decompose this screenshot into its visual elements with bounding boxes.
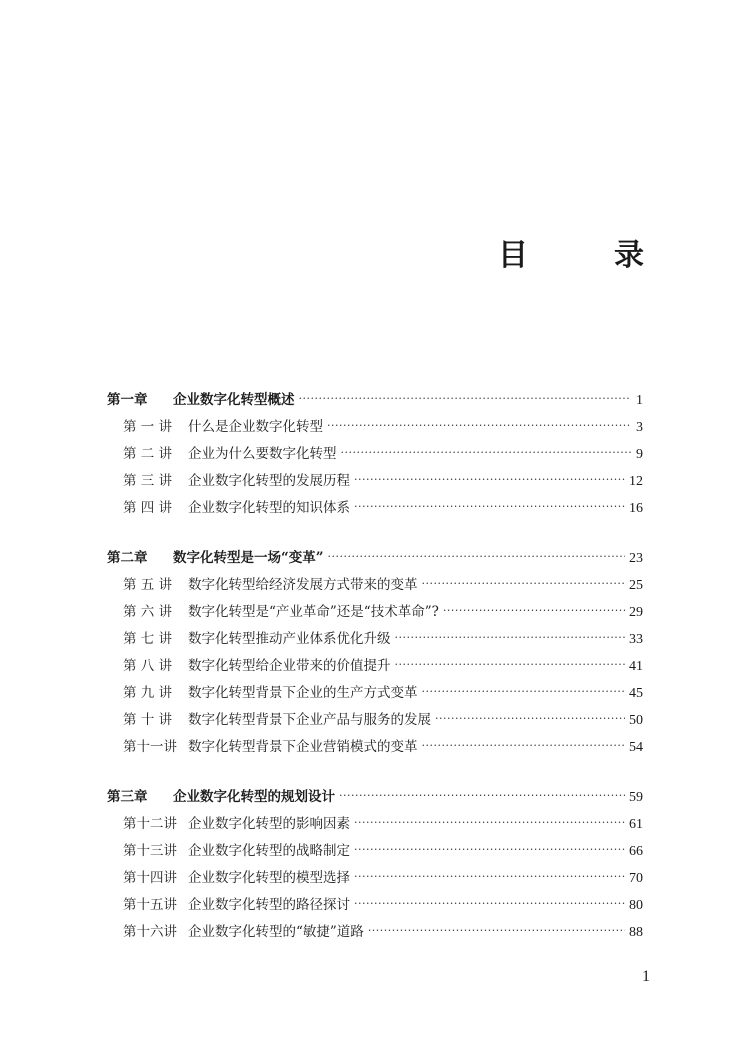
- page-number: 29: [629, 605, 643, 620]
- table-of-contents: [107, 387, 643, 969]
- toc-lecture-entry[interactable]: [107, 892, 643, 919]
- chapter-number: 第一章: [107, 392, 148, 408]
- dot-leader: [339, 782, 625, 809]
- lecture-title: 数字化转型给经济发展方式带来的变革: [188, 577, 418, 593]
- toc-lecture-entry[interactable]: [107, 919, 643, 946]
- chapter-title: 数字化转型是一场“变革”: [173, 550, 324, 566]
- toc-lecture-entry[interactable]: [107, 414, 643, 441]
- lecture-title: 数字化转型背景下企业的生产方式变革: [188, 685, 418, 701]
- dot-leader: [395, 624, 626, 651]
- page-number: 61: [629, 817, 643, 832]
- toc-lecture-entry[interactable]: [107, 495, 643, 522]
- toc-chapter-entry[interactable]: [107, 387, 643, 414]
- toc-lecture-entry[interactable]: [107, 838, 643, 865]
- lecture-title: 企业数字化转型的影响因素: [188, 816, 350, 832]
- toc-lecture-entry[interactable]: [107, 653, 643, 680]
- lecture-number: 第十四讲: [123, 870, 177, 886]
- page-number: 54: [629, 740, 643, 755]
- lecture-number: 第 五 讲: [123, 577, 173, 593]
- page-number: 66: [629, 844, 643, 859]
- dot-leader: [328, 543, 625, 570]
- lecture-title: 数字化转型推动产业体系优化升级: [188, 631, 391, 647]
- lecture-title: 什么是企业数字化转型: [188, 419, 323, 435]
- toc-lecture-entry[interactable]: [107, 865, 643, 892]
- dot-leader: [354, 809, 625, 836]
- dot-leader: [299, 385, 632, 412]
- lecture-number: 第 一 讲: [123, 419, 173, 435]
- lecture-title: 企业数字化转型的发展历程: [188, 473, 350, 489]
- page-number: 23: [629, 551, 643, 566]
- toc-lecture-entry[interactable]: [107, 626, 643, 653]
- toc-lecture-entry[interactable]: [107, 599, 643, 626]
- dot-leader: [443, 597, 625, 624]
- toc-lecture-entry[interactable]: [107, 707, 643, 734]
- dot-leader: [341, 439, 632, 466]
- page-number: 1: [636, 393, 643, 408]
- dot-leader: [354, 863, 625, 890]
- page-number: 59: [629, 790, 643, 805]
- lecture-number: 第 十 讲: [123, 712, 173, 728]
- lecture-number: 第十五讲: [123, 897, 177, 913]
- chapter-3: [107, 784, 643, 946]
- page-number: 45: [629, 686, 643, 701]
- dot-leader: [422, 732, 626, 759]
- folio-page-number: 1: [642, 968, 650, 985]
- dot-leader: [354, 466, 625, 493]
- lecture-number: 第 九 讲: [123, 685, 173, 701]
- toc-lecture-entry[interactable]: [107, 811, 643, 838]
- chapter-title: 企业数字化转型的规划设计: [173, 789, 335, 805]
- toc-lecture-entry[interactable]: [107, 680, 643, 707]
- toc-chapter-entry[interactable]: [107, 545, 643, 572]
- lecture-title: 企业数字化转型的模型选择: [188, 870, 350, 886]
- lecture-title: 数字化转型背景下企业产品与服务的发展: [188, 712, 431, 728]
- page-number: 88: [629, 925, 643, 940]
- lecture-title: 数字化转型背景下企业营销模式的变革: [188, 739, 418, 755]
- page-number: 9: [636, 447, 643, 462]
- lecture-number: 第 六 讲: [123, 604, 173, 620]
- lecture-title: 数字化转型给企业带来的价值提升: [188, 658, 391, 674]
- dot-leader: [327, 412, 631, 439]
- page-number: 41: [629, 659, 643, 674]
- lecture-number: 第十二讲: [123, 816, 177, 832]
- lecture-title: 企业数字化转型的路径探讨: [188, 897, 350, 913]
- lecture-number: 第 八 讲: [123, 658, 173, 674]
- page-number: 12: [629, 474, 643, 489]
- chapter-2: [107, 545, 643, 761]
- page-title: 目 录: [498, 238, 672, 273]
- page-number: 25: [629, 578, 643, 593]
- page-number: 16: [629, 501, 643, 516]
- dot-leader: [422, 678, 626, 705]
- page-number: 50: [629, 713, 643, 728]
- lecture-title: 企业数字化转型的“敏捷”道路: [188, 924, 364, 940]
- page-number: 70: [629, 871, 643, 886]
- chapter-title: 企业数字化转型概述: [173, 392, 295, 408]
- lecture-number: 第十六讲: [123, 924, 177, 940]
- toc-chapter-entry[interactable]: [107, 784, 643, 811]
- lecture-number: 第 三 讲: [123, 473, 173, 489]
- lecture-title: 企业数字化转型的战略制定: [188, 843, 350, 859]
- toc-lecture-entry[interactable]: [107, 572, 643, 599]
- dot-leader: [395, 651, 626, 678]
- toc-lecture-entry[interactable]: [107, 468, 643, 495]
- chapter-number: 第二章: [107, 550, 148, 566]
- chapter-1: [107, 387, 643, 522]
- lecture-title: 企业为什么要数字化转型: [188, 446, 337, 462]
- lecture-number: 第十一讲: [123, 739, 177, 755]
- page-number: 80: [629, 898, 643, 913]
- toc-lecture-entry[interactable]: [107, 441, 643, 468]
- lecture-number: 第十三讲: [123, 843, 177, 859]
- lecture-number: 第 四 讲: [123, 500, 173, 516]
- lecture-title: 企业数字化转型的知识体系: [188, 500, 350, 516]
- lecture-number: 第 七 讲: [123, 631, 173, 647]
- dot-leader: [354, 493, 625, 520]
- toc-lecture-entry[interactable]: [107, 734, 643, 761]
- dot-leader: [354, 890, 625, 917]
- lecture-title: 数字化转型是“产业革命”还是“技术革命”?: [188, 604, 439, 620]
- dot-leader: [368, 917, 625, 944]
- lecture-number: 第 二 讲: [123, 446, 173, 462]
- page-number: 3: [636, 420, 643, 435]
- dot-leader: [354, 836, 625, 863]
- page-number: 33: [629, 632, 643, 647]
- chapter-number: 第三章: [107, 789, 148, 805]
- dot-leader: [422, 570, 626, 597]
- dot-leader: [435, 705, 625, 732]
